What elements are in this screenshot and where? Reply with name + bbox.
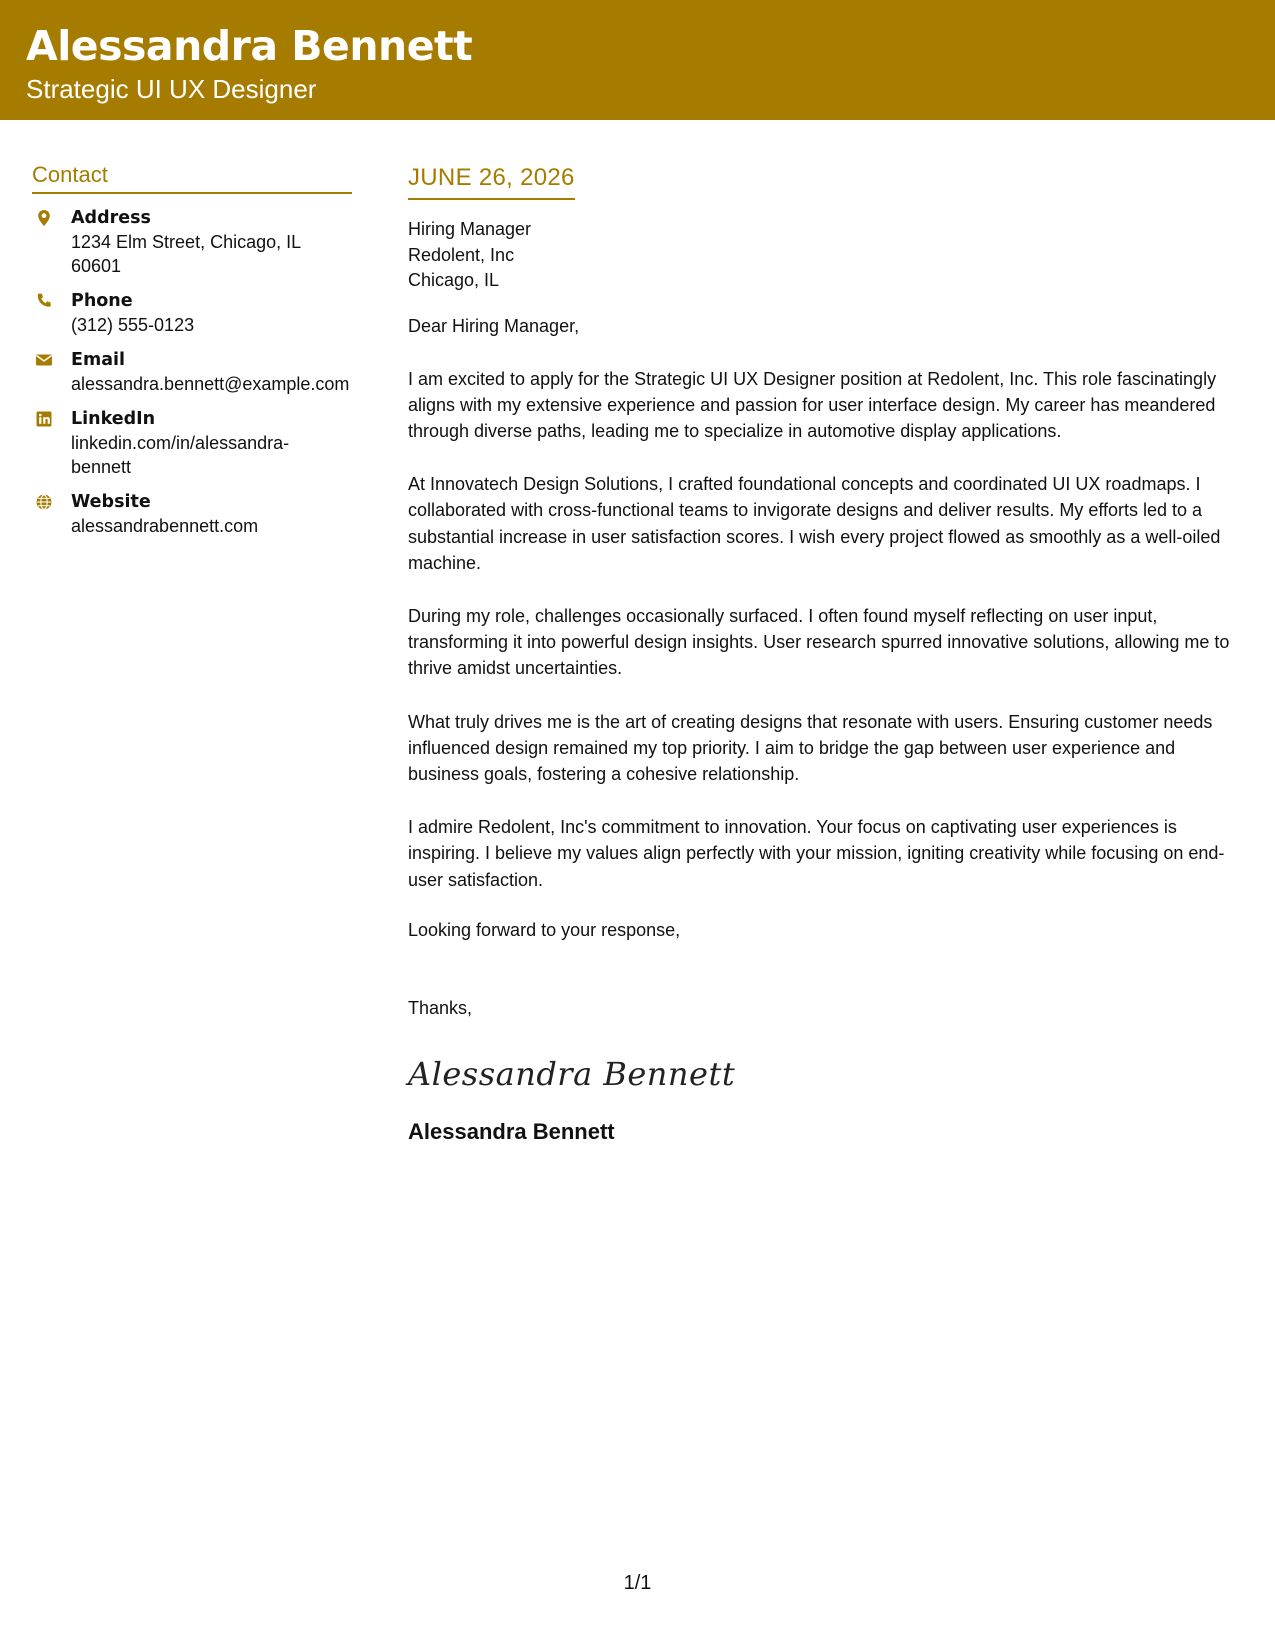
phone-value: (312) 555-0123 (71, 315, 195, 335)
thanks-line: Thanks, (408, 997, 473, 1018)
body-paragraph: I am excited to apply for the Strategic UI UX Designer position at Redolent, Inc. This role fascinatingly aligns with my extensive experience and passion for user interface design. My career has meandered through diverse paths, leading me to specialize in automotive display applications. (408, 368, 1217, 441)
body-paragraph: During my role, challenges occasionally surfaced. I often found myself reflecting on user input, transforming it into powerful design insights. User research spurred innovative solutions, allowing me to thrive amidst uncertainties. (408, 605, 1230, 679)
applicant-title: Strategic UI UX Designer (26, 74, 317, 104)
contact-label: Address (71, 208, 151, 228)
contact-label: Website (71, 492, 151, 512)
contact-sidebar (32, 162, 352, 549)
contact-item-phone (32, 289, 352, 337)
body-paragraph: I admire Redolent, Inc's commitment to innovation. Your focus on captivating user experiences is inspiring. I believe my values align perfectly with your mission, igniting creativity while focusing on end-user satisfaction. (408, 817, 1225, 890)
envelope-icon (35, 351, 53, 369)
closing-line: Looking forward to your response, (408, 919, 681, 940)
salutation: Dear Hiring Manager, (408, 315, 580, 336)
signer-name: Alessandra Bennett (408, 1118, 615, 1144)
linkedin-icon (35, 410, 53, 428)
globe-icon (35, 493, 53, 511)
phone-icon (35, 292, 53, 310)
contact-item-website (32, 490, 352, 538)
website-value[interactable]: alessandrabennett.com (71, 516, 259, 536)
email-value[interactable]: alessandra.bennett@example.com (71, 374, 350, 394)
letter-date: JUNE 26, 2026 (408, 164, 575, 200)
contact-label: Phone (71, 291, 133, 311)
linkedin-value[interactable]: linkedin.com/in/alessandra-bennett (71, 433, 290, 477)
contact-item-address (32, 206, 352, 278)
recipient-line: Redolent, Inc (408, 244, 515, 265)
letter-body (408, 164, 1248, 1145)
recipient-line: Hiring Manager (408, 219, 532, 239)
body-paragraph: At Innovatech Design Solutions, I crafted foundational concepts and coordinated UI UX roadmaps. I collaborated with cross-functional teams to invigorate designs and deliver results. My efforts led to a substantial increase in user satisfaction scores. I wish every project flowed as smoothly as a well-oiled machine. (408, 474, 1221, 573)
recipient-line: Chicago, IL (408, 270, 500, 290)
map-pin-icon (35, 209, 53, 227)
contact-heading: Contact (32, 162, 352, 194)
contact-label: Email (71, 350, 125, 370)
contact-item-email (32, 348, 352, 396)
header-banner (0, 0, 1275, 120)
page-number: 1/1 (623, 1572, 652, 1594)
signature-image: Alessandra Bennett (408, 1054, 736, 1093)
applicant-name: Alessandra Bennett (26, 22, 473, 70)
contact-label: LinkedIn (71, 409, 156, 429)
recipient-block (408, 217, 1248, 294)
contact-item-linkedin (32, 407, 352, 479)
address-value: 1234 Elm Street, Chicago, IL 60601 (71, 232, 301, 276)
body-paragraph: What truly drives me is the art of creating designs that resonate with users. Ensuring customer needs influenced design remained my top priority. I aim to bridge the gap between user experience and business goals, fostering a cohesive relationship. (408, 711, 1213, 784)
